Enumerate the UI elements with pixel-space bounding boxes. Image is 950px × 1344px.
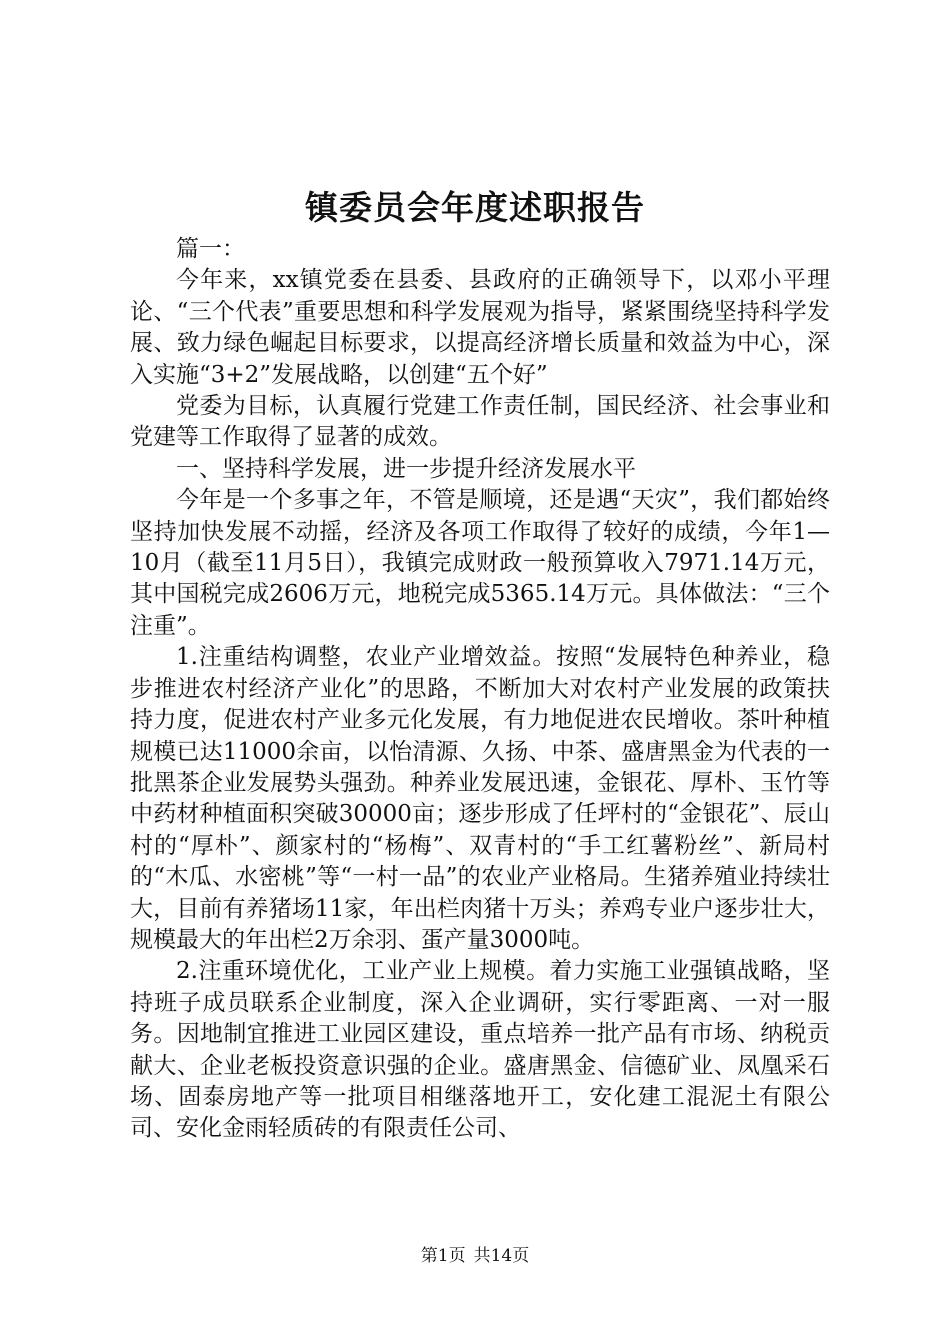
paragraph-section-label: 篇一： xyxy=(176,236,245,262)
page-number: 第1页 xyxy=(420,1246,466,1266)
paragraph-agriculture: 1.注重结构调整，农业产业增效益。按照“发展特色种养业，稳步推进农村经济产业化”的思路，不断加大对农村产业发展的政策扶持力度，促进农村产业多元化发展，有力地促进农民增收。茶叶种植规模已达11000余亩，以怡清源、久扬、中茶、盛唐黑金为代表的一批黑茶企业发展势头强劲。种养业发展迅速，金银花、厚朴、玉竹等中药材种植面积突破30000亩；逐步形成了任坪村的“金银花”、辰山村的“厚朴”、颜家村的“杨梅”、双青村的“手工红薯粉丝”、新局村的“木瓜、水密桃”等“一村一品”的农业产业格局。生猪养殖业持续壮大，目前有养猪场11家，年出栏肉猪十万头；养鸡专业户逐步壮大，规模最大的年出栏2万余羽、蛋产量3000吨。 xyxy=(130,644,830,953)
paragraph-economy: 今年是一个多事之年，不管是顺境，还是遇“天灾”，我们都始终坚持加快发展不动摇，经济及各项工作取得了较好的成绩，今年1—10月（截至11月5日），我镇完成财政一般预算收入7971.14万元，其中国税完成2606万元，地税完成5365.14万元。具体做法：“三个注重”。 xyxy=(130,487,830,639)
section-heading-1: 一、坚持科学发展，进一步提升经济发展水平 xyxy=(176,455,636,482)
page-total: 共14页 xyxy=(473,1246,530,1266)
document-title: 镇委员会年度述职报告 xyxy=(305,188,645,227)
paragraph-intro: 今年来，xx镇党委在县委、县政府的正确领导下，以邓小平理论、“三个代表”重要思想和科学发展观为指导，紧紧围绕坚持科学发展、致力绿色崛起目标要求，以提高经济增长质量和效益为中心，深入实施“3+2”发展战略，以创建“五个好” xyxy=(130,267,830,388)
document-body xyxy=(130,234,830,1145)
paragraph-intro-continued: 党委为目标，认真履行党建工作责任制，国民经济、社会事业和党建等工作取得了显著的成效。 xyxy=(130,393,830,451)
page-footer xyxy=(0,1244,950,1268)
paragraph-industry: 2.注重环境优化，工业产业上规模。着力实施工业强镇战略，坚持班子成员联系企业制度，深入企业调研，实行零距离、一对一服务。因地制宜推进工业园区建设，重点培养一批产品有市场、纳税贡献大、企业老板投资意识强的企业。盛唐黑金、信德矿业、凤凰采石场、固泰房地产等一批项目相继落地开工，安化建工混泥土有限公司、安化金雨轻质砖的有限责任公司、 xyxy=(130,958,830,1142)
